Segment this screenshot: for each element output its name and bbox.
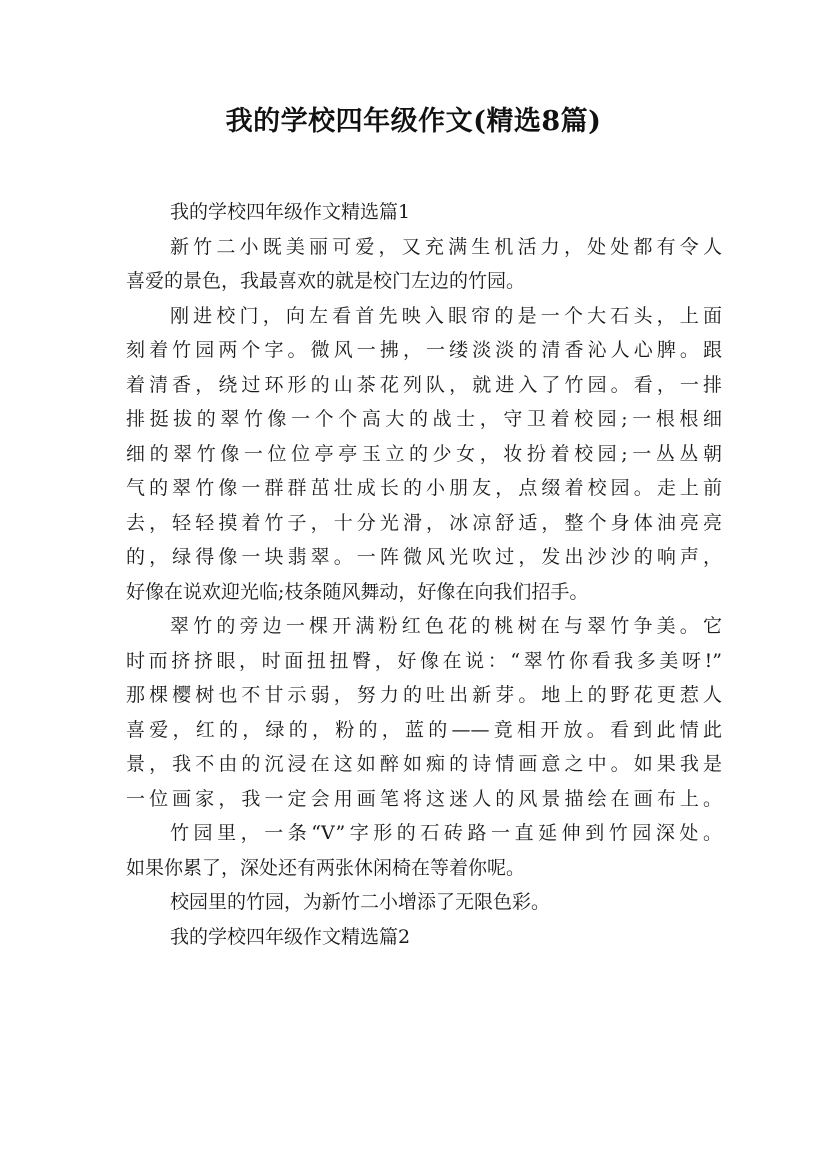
text-line: 刚进校门，向左看首先映入眼帘的是一个大石头，上面 [170,304,722,327]
text-line: 校园里的竹园，为新竹二小增添了无限色彩。 [170,891,551,913]
text-line: 去，轻轻摸着竹子，十分光滑，冰凉舒适，整个身体油亮亮 [126,511,722,534]
document-title: 我的学校四年级作文(精选8篇) [225,106,602,137]
text-line: 排挺拔的翠竹像一个个高大的战士，守卫着校园;一根根细 [126,408,722,430]
text-line: 喜爱的景色，我最喜欢的就是校门左边的竹园。 [126,270,526,292]
text-line: 细的翠竹像一位位亭亭玉立的少女，妆扮着校园;一丛丛朝 [126,442,722,465]
text-line: 那棵樱树也不甘示弱，努力的吐出新芽。地上的野花更惹人 [126,684,722,706]
text-line: 时而挤挤眼，时面扭扭臀，好像在说：“翠竹你看我多美呀!” [126,649,722,672]
text-line: 新竹二小既美丽可爱，又充满生机活力，处处都有令人 [170,235,722,258]
text-line: 喜爱，红的，绿的，粉的，蓝的——竟相开放。看到此情此 [126,718,722,741]
text-line: 我的学校四年级作文精选篇2 [170,925,411,948]
text-line: 气的翠竹像一群群茁壮成长的小朋友，点缀着校园。走上前 [126,477,722,499]
text-line: 景，我不由的沉浸在这如醉如痴的诗情画意之中。如果我是 [126,753,722,775]
document-body [126,195,722,954]
text-line: 竹园里，一条“V”字形的石砖路一直延伸到竹园深处。 [170,822,722,844]
text-line: 我的学校四年级作文精选篇1 [170,201,411,223]
text-line: 如果你累了，深处还有两张休闲椅在等着你呢。 [126,856,526,879]
text-line: 一位画家，我一定会用画笔将这迷人的风景描绘在画布上。 [126,787,722,810]
text-line: 翠竹的旁边一棵开满粉红色花的桃树在与翠竹争美。它 [170,615,722,637]
text-line: 的，绿得像一块翡翠。一阵微风光吹过，发出沙沙的响声， [126,546,722,568]
text-line: 着清香，绕过环形的山茶花列队，就进入了竹园。看，一排 [126,373,722,396]
text-line: 刻着竹园两个字。微风一拂，一缕淡淡的清香沁人心脾。跟 [126,339,722,361]
text-line: 好像在说欢迎光临;枝条随风舞动，好像在向我们招手。 [126,580,589,603]
